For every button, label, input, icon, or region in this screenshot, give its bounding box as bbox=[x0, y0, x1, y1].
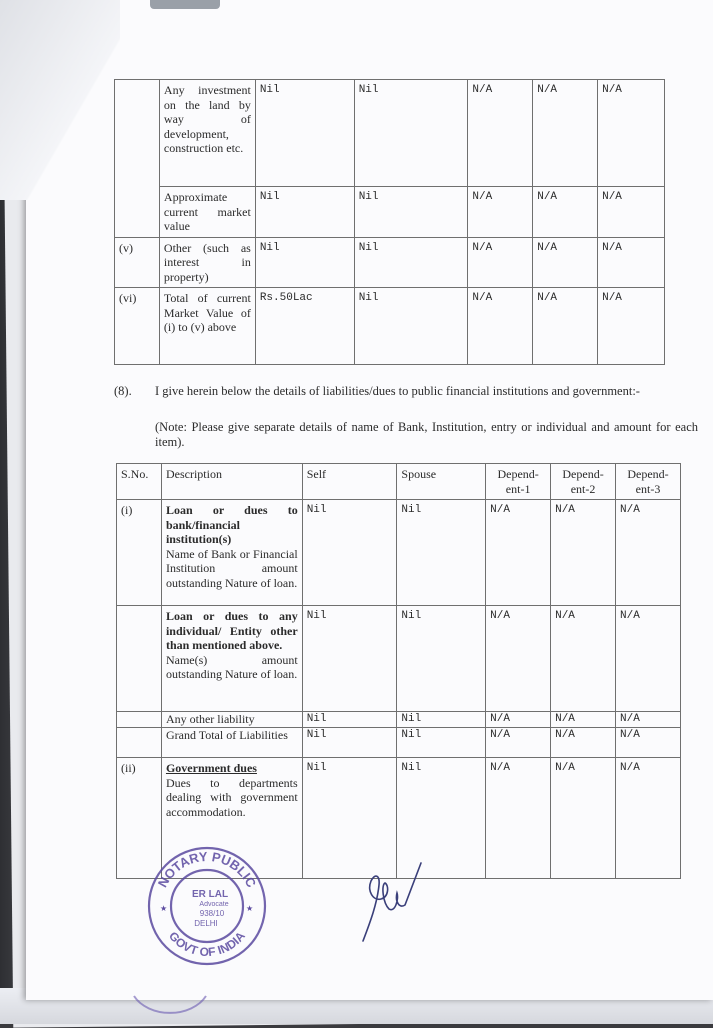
self-value: Nil bbox=[255, 187, 354, 238]
header-self: Self bbox=[302, 464, 397, 500]
svg-text:★: ★ bbox=[160, 904, 168, 913]
row-description bbox=[161, 606, 302, 712]
stamp-reg: 938/10 bbox=[199, 909, 225, 918]
spouse-value: Nil bbox=[354, 80, 468, 187]
notary-stamp bbox=[146, 845, 268, 967]
spouse-value: Nil bbox=[354, 288, 468, 365]
dependent-1-value: N/A bbox=[486, 712, 551, 728]
dependent-3-value: N/A bbox=[598, 237, 665, 288]
stamp-top-text: NOTARY PUBLIC bbox=[154, 848, 260, 890]
partial-stamp bbox=[130, 994, 210, 1014]
table-row bbox=[115, 288, 665, 365]
table-header-row bbox=[117, 464, 681, 500]
spouse-value: Nil bbox=[354, 187, 468, 238]
dependent-3-value: N/A bbox=[616, 606, 681, 712]
row-heading: Loan or dues to bank/financial institution(s) bbox=[165, 503, 298, 546]
row-number bbox=[115, 80, 160, 238]
dependent-3-value: N/A bbox=[598, 80, 665, 187]
dependent-1-value: N/A bbox=[468, 187, 533, 238]
self-value: Nil bbox=[255, 237, 354, 288]
assets-table bbox=[114, 79, 665, 365]
dependent-2-value: N/A bbox=[551, 728, 616, 758]
spouse-value: Nil bbox=[397, 606, 486, 712]
self-value: Nil bbox=[302, 606, 397, 712]
row-number: (ii) bbox=[117, 758, 162, 879]
dependent-2-value: N/A bbox=[533, 237, 598, 288]
table-row bbox=[117, 606, 681, 712]
dependent-1-value: N/A bbox=[486, 758, 551, 879]
svg-text:★: ★ bbox=[246, 904, 254, 913]
dependent-1-value: N/A bbox=[486, 728, 551, 758]
self-value: Nil bbox=[255, 80, 354, 187]
table-row bbox=[117, 728, 681, 758]
row-description bbox=[161, 500, 302, 606]
binder-clip bbox=[150, 0, 220, 9]
header-spouse: Spouse bbox=[397, 464, 486, 500]
header-description: Description bbox=[161, 464, 302, 500]
liabilities-table bbox=[116, 463, 681, 879]
row-description: Any other liability bbox=[161, 712, 302, 728]
row-number bbox=[117, 712, 162, 728]
dependent-3-value: N/A bbox=[598, 288, 665, 365]
dependent-3-value: N/A bbox=[616, 500, 681, 606]
dependent-2-value: N/A bbox=[551, 500, 616, 606]
spouse-value: Nil bbox=[397, 758, 486, 879]
row-number: (i) bbox=[117, 500, 162, 606]
stamp-name: ER LAL bbox=[191, 889, 229, 900]
row-number: (v) bbox=[115, 237, 160, 288]
dependent-1-value: N/A bbox=[468, 288, 533, 365]
row-heading: Government dues bbox=[165, 761, 257, 775]
row-detail: Name of Bank or Financial Institution amount outstanding Nature of loan. bbox=[165, 546, 298, 590]
table-row bbox=[115, 187, 665, 238]
dependent-2-value: N/A bbox=[551, 712, 616, 728]
section-note: (Note: Please give separate details of name of Bank, Institution, entry or individual and amount for each item). bbox=[155, 420, 698, 449]
dependent-2-value: N/A bbox=[533, 187, 598, 238]
dependent-2-value: N/A bbox=[533, 288, 598, 365]
spouse-value: Nil bbox=[354, 237, 468, 288]
row-description: Other (such as interest in property) bbox=[159, 237, 255, 288]
spouse-value: Nil bbox=[397, 712, 486, 728]
stamp-role: Advocate bbox=[199, 901, 229, 908]
row-heading: Loan or dues to any individual/ Entity other than mentioned above. bbox=[165, 609, 298, 652]
dependent-2-value: N/A bbox=[551, 758, 616, 879]
spouse-value: Nil bbox=[397, 728, 486, 758]
table-row bbox=[117, 500, 681, 606]
dependent-3-value: N/A bbox=[598, 187, 665, 238]
self-value: Rs.50Lac bbox=[255, 288, 354, 365]
header-dependent-1: Depend-ent-1 bbox=[486, 464, 551, 500]
signature bbox=[355, 855, 425, 945]
dependent-1-value: N/A bbox=[468, 80, 533, 187]
table-row bbox=[117, 712, 681, 728]
dependent-3-value: N/A bbox=[616, 728, 681, 758]
self-value: Nil bbox=[302, 500, 397, 606]
row-number bbox=[117, 606, 162, 712]
dependent-2-value: N/A bbox=[551, 606, 616, 712]
dependent-1-value: N/A bbox=[486, 606, 551, 712]
row-number bbox=[117, 728, 162, 758]
row-description: Any investment on the land by way of development, construction etc. bbox=[159, 80, 255, 187]
table-row bbox=[115, 237, 665, 288]
row-detail: Name(s) amount outstanding Nature of loan. bbox=[165, 652, 298, 681]
row-number: (vi) bbox=[115, 288, 160, 365]
row-detail: Dues to departments dealing with government accommodation. bbox=[165, 775, 298, 819]
self-value: Nil bbox=[302, 712, 397, 728]
stamp-city: DELHI bbox=[194, 919, 218, 928]
dependent-3-value: N/A bbox=[616, 758, 681, 879]
self-value: Nil bbox=[302, 728, 397, 758]
dependent-1-value: N/A bbox=[486, 500, 551, 606]
self-value: Nil bbox=[302, 758, 397, 879]
section-number: (8). bbox=[114, 384, 132, 398]
dependent-1-value: N/A bbox=[468, 237, 533, 288]
header-dependent-2: Depend-ent-2 bbox=[551, 464, 616, 500]
dependent-2-value: N/A bbox=[533, 80, 598, 187]
section-text: I give herein below the details of liabilities/dues to public financial institutions and government:- bbox=[155, 384, 640, 398]
header-sno: S.No. bbox=[117, 464, 162, 500]
stamp-bottom-text: GOVT OF INDIA bbox=[166, 928, 248, 960]
svg-text:GOVT OF INDIA bbox=[166, 929, 248, 959]
row-description: Grand Total of Liabilities bbox=[161, 728, 302, 758]
folded-corner bbox=[0, 0, 120, 200]
table-row bbox=[115, 80, 665, 187]
header-dependent-3: Depend-ent-3 bbox=[616, 464, 681, 500]
dependent-3-value: N/A bbox=[616, 712, 681, 728]
row-description: Approximate current market value bbox=[159, 187, 255, 238]
row-description: Total of current Market Value of (i) to (v) above bbox=[159, 288, 255, 365]
spouse-value: Nil bbox=[397, 500, 486, 606]
